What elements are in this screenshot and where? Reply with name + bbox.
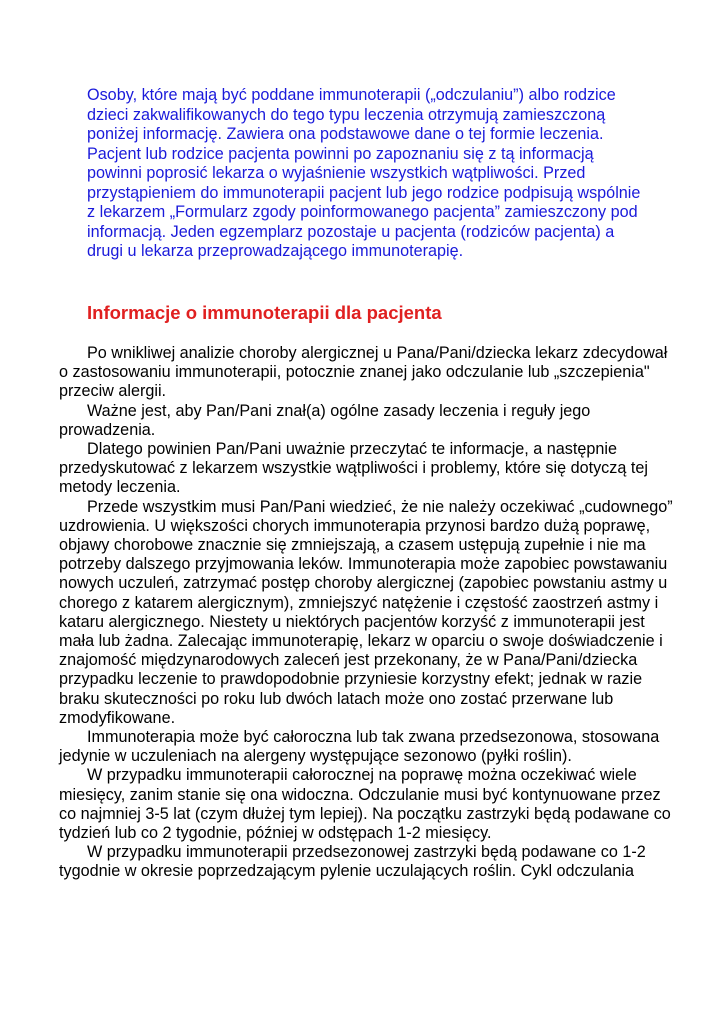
body-paragraph: Immunoterapia może być całoroczna lub tak zwana przedsezonowa, stosowana jedynie w uczuleniach na alergeny występujące sezonowo (pyłki roślin). <box>59 728 660 766</box>
intro-paragraph: Osoby, które mają być poddane immunoterapii („odczulaniu”) albo rodzice dzieci zakwalifikowanych do tego typu leczenia otrzymują zamieszczoną poniżej informację. Zawiera ona podstawowe dane o tej formie leczenia. Pacjent lub rodzice pacjenta powinni po zapoznaniu się z tą informacją powinni poprosić lekarza o wyjaśnienie wszystkich wątpliwości. Przed przystąpieniem do immunoterapii pacjent lub jego rodzice podpisują wspólnie z lekarzem „Formularz zgody poinformowanego pacjenta” zamieszczony pod informacją. Jeden egzemplarz pozostaje u pacjenta (rodziców pacjenta) a drugi u lekarza przeprowadzającego immunoterapię. <box>87 86 641 260</box>
section-heading: Informacje o immunoterapii dla pacjenta <box>87 302 442 323</box>
body-paragraph: Ważne jest, aby Pan/Pani znał(a) ogólne zasady leczenia i reguły jego prowadzenia. <box>59 401 591 439</box>
body-paragraph: Po wnikliwej analizie choroby alergicznej u Pana/Pani/dziecka lekarz zdecydował o zastosowaniu immunoterapii, potocznie znanej jako odczulanie lub „szczepienia" przeciw alergii. <box>59 344 668 401</box>
body-text <box>59 344 679 882</box>
body-paragraph: W przypadku immunoterapii przedsezonowej zastrzyki będą podawane co 1-2 tygodnie w okresie poprzedzającym pylenie uczulających roślin. Cykl odczulania <box>59 843 646 881</box>
body-paragraph: Dlatego powinien Pan/Pani uważnie przeczytać te informacje, a następnie przedyskutować z lekarzem wszystkie wątpliwości i problemy, które się dotyczą tej metody leczenia. <box>59 440 648 497</box>
body-paragraph: W przypadku immunoterapii całorocznej na poprawę można oczekiwać wiele miesięcy, zanim stanie się ona widoczna. Odczulanie musi być kontynuowane przez co najmniej 3-5 lat (czym dłużej tym lepiej). Na początku zastrzyki będą podawane co tydzień lub co 2 tygodnie, później w odstępach 1-2 miesięcy. <box>59 766 671 843</box>
body-paragraph: Przede wszystkim musi Pan/Pani wiedzieć, że nie należy oczekiwać „cudownego” uzdrowienia. U większości chorych immunoterapia przynosi bardzo dużą poprawę, objawy chorobowe znacznie się zmniejszają, a czasem ustępują zupełnie i nie ma potrzeby dalszego przyjmowania leków. Immunoterapia może zapobiec powstawaniu nowych uczuleń, zatrzymać postęp choroby alergicznej (zapobiec powstaniu astmy u chorego z katarem alergicznym), zmniejszyć natężenie i częstość zaostrzeń astmy i kataru alergicznego. Niestety u niektórych pacjentów korzyść z immunoterapii jest mała lub żadna. Zalecając immunoterapię, lekarz w oparciu o swoje doświadczenie i znajomość międzynarodowych zaleceń jest przekonany, że w Pana/Pani/dziecka przypadku leczenie to prawdopodobnie przyniesie korzystny efekt; jednak w razie braku skuteczności po roku lub dwóch latach może ono zostać przerwane lub zmodyfikowane. <box>59 497 673 727</box>
